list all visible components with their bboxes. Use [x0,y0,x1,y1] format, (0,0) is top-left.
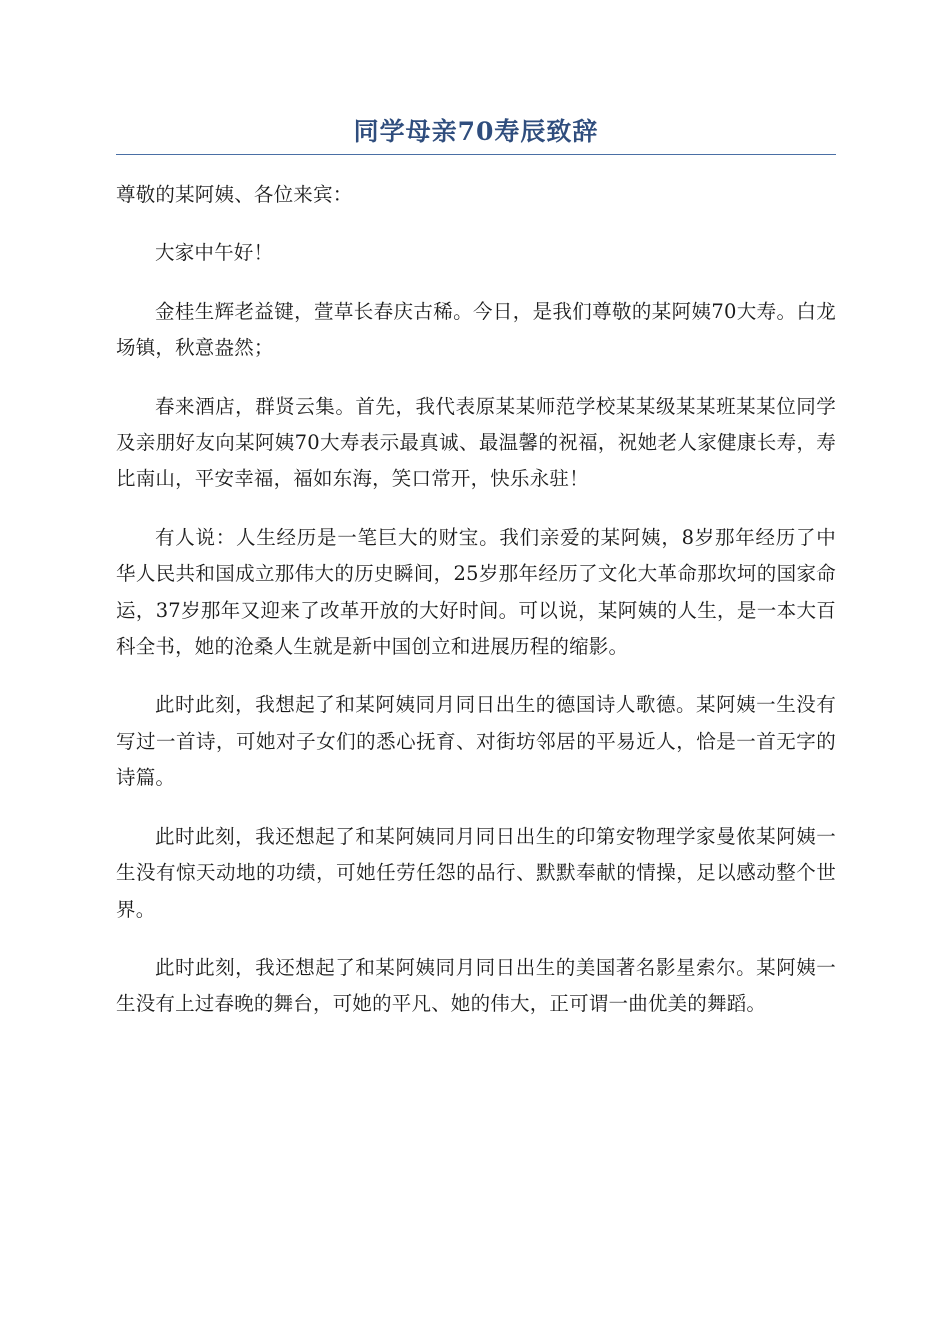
paragraph-life-history: 有人说：人生经历是一笔巨大的财宝。我们亲爱的某阿姨，8岁那年经历了中华人民共和国成立那伟大的历史瞬间，25岁那年经历了文化大革命那坎坷的国家命运，37岁那年又迎来了改革开放的大好时间。可以说，某阿姨的人生，是一本大百科全书，她的沧桑人生就是新中国创立和进展历程的缩影。 [116,525,836,659]
paragraph-opening: 金桂生辉老益键，萱草长春庆古稀。今日，是我们尊敬的某阿姨70大寿。白龙场镇，秋意盎然； [116,299,836,360]
salutation: 尊敬的某阿姨、各位来宾： [116,183,353,206]
paragraph-goethe: 此时此刻，我想起了和某阿姨同月同日出生的德国诗人歌德。某阿姨一生没有写过一首诗，可她对子女们的悉心抚育、对街坊邻居的平易近人，恰是一首无字的诗篇。 [116,693,836,790]
paragraph-blessing: 春来酒店，群贤云集。首先，我代表原某某师范学校某某级某某班某某位同学及亲朋好友向某阿姨70大寿表示最真诚、最温馨的祝福，祝她老人家健康长寿，寿比南山，平安幸福，福如东海，笑口常开，快乐永驻！ [116,394,836,491]
paragraph-greeting: 大家中午好！ [155,241,274,265]
title-underline [116,154,836,155]
document-title: 同学母亲70寿辰致辞 [353,117,599,146]
document-page [116,112,836,1045]
paragraph-actor: 此时此刻，我还想起了和某阿姨同月同日出生的美国著名影星索尔。某阿姨一生没有上过春晚的舞台，可她的平凡、她的伟大，正可谓一曲优美的舞蹈。 [116,955,836,1016]
paragraph-physicist: 此时此刻，我还想起了和某阿姨同月同日出生的印第安物理学家曼侬某阿姨一生没有惊天动地的功绩，可她任劳任怨的品行、默默奉献的情操，足以感动整个世界。 [116,824,836,921]
document-body [116,177,836,1023]
